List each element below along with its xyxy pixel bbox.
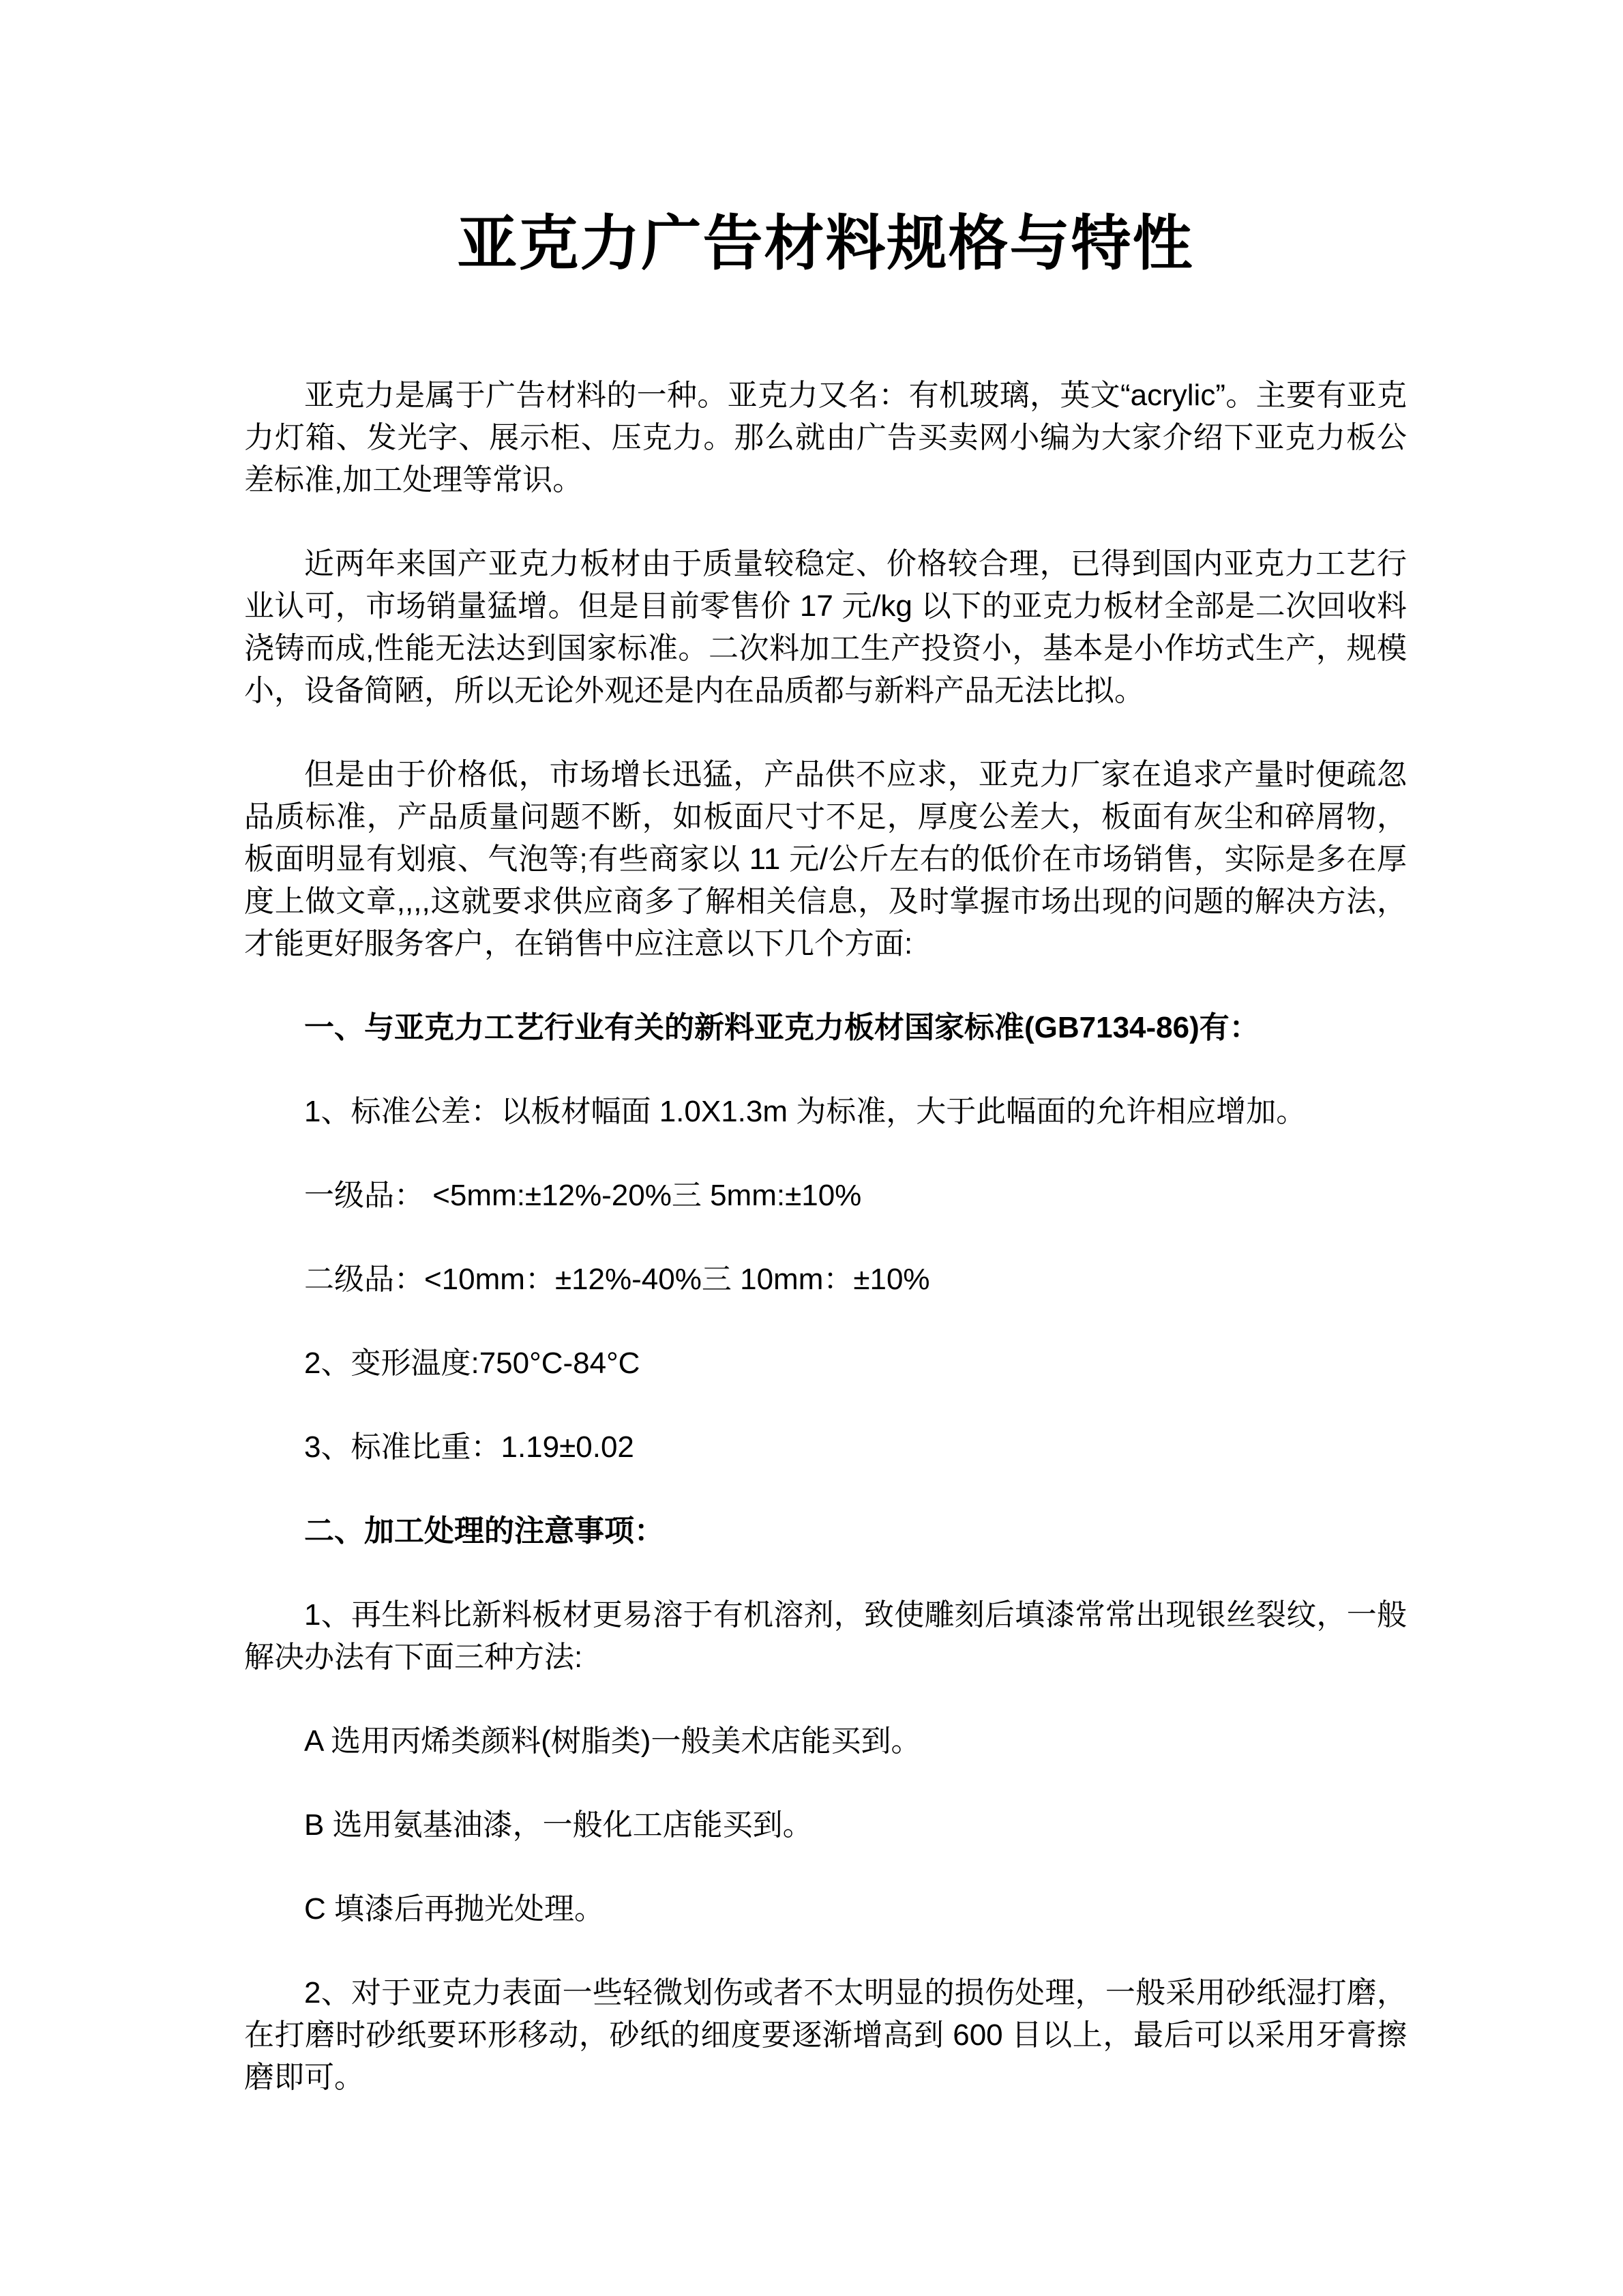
section-heading-national-standard: 一、与亚克力工艺行业有关的新料亚克力板材国家标准(GB7134-86)有： [304, 1011, 1260, 1044]
item-recycled-material-note: 1、再生料比新料板材更易溶于有机溶剂，致使雕刻后填漆常常出现银丝裂纹，一般解决办法有下面三种方法: [244, 1598, 1407, 1674]
item-grade-two: 二级品：<10mm：±12%-40%三 10mm：±10% [304, 1263, 930, 1296]
list-item-b-amino-paint: B 选用氨基油漆，一般化工店能买到。 [304, 1808, 813, 1842]
document-title: 亚克力广告材料规格与特性 [457, 209, 1194, 277]
item-grade-one: 一级品： <5mm:±12%-20%三 5mm:±10% [304, 1179, 862, 1212]
paragraph-intro: 亚克力是属于广告材料的一种。亚克力又名：有机玻璃，英文“acrylic”。主要有亚克力灯箱、发光字、展示柜、压克力。那么就由广告买卖网小编为大家介绍下亚克力板公差标准,加工处理等常识。 [244, 379, 1407, 497]
section-heading-processing-notes: 二、加工处理的注意事项： [304, 1514, 664, 1548]
item-standard-tolerance: 1、标准公差：以板材幅面 1.0X1.3m 为标准，大于此幅面的允许相应增加。 [304, 1095, 1307, 1128]
item-standard-specific-gravity: 3、标准比重：1.19±0.02 [304, 1430, 634, 1464]
list-item-a-acrylic-pigment: A 选用丙烯类颜料(树脂类)一般美术店能买到。 [304, 1724, 921, 1758]
paragraph-market-overview: 近两年来国产亚克力板材由于质量较稳定、价格较合理，已得到国内亚克力工艺行业认可，市场销量猛增。但是目前零售价 17 元/kg 以下的亚克力板材全部是二次回收料浇铸而成,性能无法达到国家标准。二次料加工生产投资小，基本是小作坊式生产，规模小，设备简陋，所以无论外观还是内在品质都与新料产品无法比拟。 [244, 547, 1407, 707]
item-scratch-treatment: 2、对于亚克力表面一些轻微划伤或者不太明显的损伤处理，一般采用砂纸湿打磨，在打磨时砂纸要环形移动，砂纸的细度要逐渐增高到 600 目以上，最后可以采用牙膏擦磨即可。 [244, 1976, 1407, 2094]
item-deformation-temperature: 2、变形温度:750°C-84°C [304, 1346, 640, 1380]
paragraph-quality-issues: 但是由于价格低，市场增长迅猛，产品供不应求，亚克力厂家在追求产量时便疏忽品质标准，产品质量问题不断，如板面尺寸不足，厚度公差大，板面有灰尘和碎屑物，板面明显有划痕、气泡等;有些商家以 11 元/公斤左右的低价在市场销售，实际是多在厚度上做文章,,,,这就要求供应商多了解相关信息，及时掌握市场出现的问题的解决方法，才能更好服务客户，在销售中应注意以下几个方面: [244, 758, 1407, 960]
list-item-c-polish: C 填漆后再抛光处理。 [304, 1892, 604, 1926]
